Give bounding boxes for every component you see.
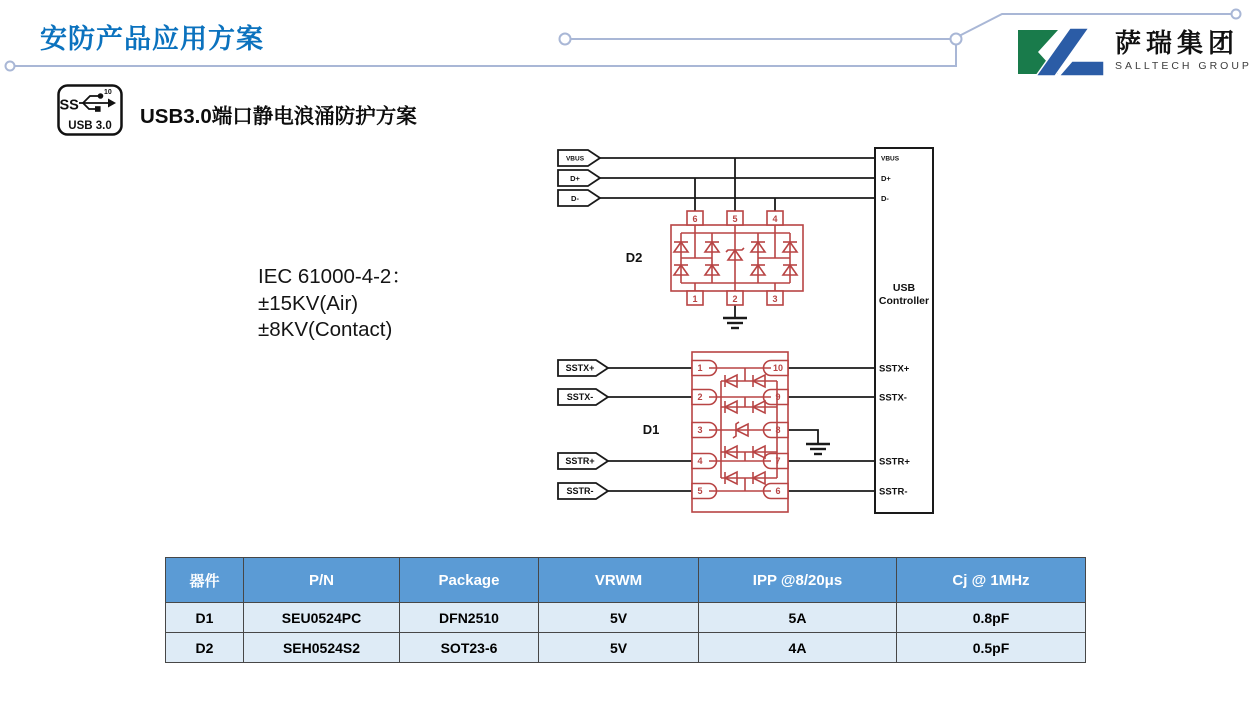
logo-text bbox=[1115, 28, 1252, 72]
iec-line3: ±8KV(Contact) bbox=[258, 318, 393, 341]
controller-name-line2: Controller bbox=[878, 295, 930, 307]
dplus-arrow-label: D+ bbox=[570, 174, 580, 183]
d1-package bbox=[692, 352, 788, 512]
sstx-minus-arrow-label: SSTX- bbox=[566, 392, 594, 402]
controller-sstx-minus-label: SSTX- bbox=[879, 392, 907, 404]
col-header-pn: P/N bbox=[244, 558, 400, 603]
d2-pin-label: 6 bbox=[692, 214, 698, 224]
cell-vrwm: 5V bbox=[539, 603, 699, 633]
iec-rating-text bbox=[258, 264, 412, 344]
usb-trident-square bbox=[95, 106, 101, 112]
usb-icon-label: USB 3.0 bbox=[68, 120, 112, 132]
usb3-badge-icon bbox=[57, 84, 123, 136]
iec-line2: ±15KV(Air) bbox=[258, 291, 359, 315]
sstx-plus-arrow-label: SSTX+ bbox=[565, 363, 595, 373]
d2-package bbox=[671, 211, 803, 305]
d2-designator: D2 bbox=[625, 250, 643, 265]
d1-pin-label: 2 bbox=[697, 392, 703, 402]
ground-symbol-d1 bbox=[806, 444, 830, 454]
d1-pin-label: 6 bbox=[775, 486, 781, 496]
cell-package: DFN2510 bbox=[400, 603, 539, 633]
d1-pin-label: 10 bbox=[772, 363, 784, 373]
col-header-vrwm: VRWM bbox=[539, 558, 699, 603]
page-title: 安防产品应用方案 bbox=[40, 24, 264, 54]
ground-symbol-d2 bbox=[723, 318, 747, 328]
cell-pn: SEH0524S2 bbox=[244, 633, 400, 663]
cell-vrwm: 5V bbox=[539, 633, 699, 663]
controller-sstx-plus-label: SSTX+ bbox=[879, 363, 910, 375]
signal-wires bbox=[600, 158, 875, 491]
col-header-package: Package bbox=[400, 558, 539, 603]
cell-pn: SEU0524PC bbox=[244, 603, 400, 633]
col-header-device: 器件 bbox=[166, 558, 244, 603]
d1-pin-label: 5 bbox=[697, 486, 703, 496]
d1-designator: D1 bbox=[642, 422, 660, 437]
top-signal-arrows bbox=[558, 150, 600, 206]
cell-ipp: 4A bbox=[699, 633, 897, 663]
cell-package: SOT23-6 bbox=[400, 633, 539, 663]
d1-pin-label: 7 bbox=[775, 456, 781, 466]
company-logo bbox=[1018, 28, 1252, 76]
d1-internal-wires bbox=[709, 368, 777, 491]
usb-icon-ten-label: 10 bbox=[104, 89, 112, 96]
logo-name-en: SALLTECH GROUP bbox=[1115, 60, 1252, 72]
vbus-arrow-label: VBUS bbox=[565, 155, 585, 163]
controller-name-line1: USB bbox=[892, 282, 916, 294]
logo-mark-icon bbox=[1018, 28, 1106, 76]
controller-vbus-label: VBUS bbox=[881, 155, 900, 163]
d1-pin-label: 1 bbox=[697, 363, 703, 373]
circuit-diagram bbox=[548, 140, 940, 540]
bottom-signal-arrows bbox=[558, 360, 608, 499]
controller-dplus-label: D+ bbox=[881, 174, 891, 183]
iec-line1: IEC 61000-4-2： bbox=[258, 265, 412, 288]
logo-name-cn: 萨瑞集团 bbox=[1115, 28, 1240, 58]
controller-dminus-label: D- bbox=[881, 194, 889, 203]
d1-pin-label: 4 bbox=[697, 456, 703, 466]
d2-internal-wires bbox=[674, 225, 797, 291]
cell-cj: 0.8pF bbox=[897, 603, 1086, 633]
usb-trident-circle bbox=[98, 93, 104, 99]
d2-pin-label: 4 bbox=[772, 214, 778, 224]
col-header-ipp: IPP @8/20μs bbox=[699, 558, 897, 603]
usb-controller-box bbox=[875, 148, 933, 513]
col-header-cj: Cj @ 1MHz bbox=[897, 558, 1086, 603]
controller-sstr-minus-label: SSTR- bbox=[879, 486, 908, 498]
d1-pin-label: 8 bbox=[775, 425, 781, 435]
sstr-minus-arrow-label: SSTR- bbox=[566, 486, 594, 496]
cell-device: D1 bbox=[166, 603, 244, 633]
d1-pin-label: 9 bbox=[775, 392, 781, 402]
table-row bbox=[166, 633, 1086, 663]
section-subtitle: USB3.0端口静电浪涌防护方案 bbox=[140, 105, 417, 128]
dminus-arrow-label: D- bbox=[571, 194, 579, 203]
cell-ipp: 5A bbox=[699, 603, 897, 633]
d1-pin-label: 3 bbox=[697, 425, 703, 435]
table-header-row bbox=[166, 558, 1086, 603]
d2-pin-label: 2 bbox=[732, 294, 738, 304]
usb-icon-ss-label: SS bbox=[59, 97, 79, 114]
table-row bbox=[166, 603, 1086, 633]
spec-table bbox=[165, 557, 1086, 663]
d2-pin-label: 5 bbox=[732, 214, 738, 224]
cell-cj: 0.5pF bbox=[897, 633, 1086, 663]
cell-device: D2 bbox=[166, 633, 244, 663]
sstr-plus-arrow-label: SSTR+ bbox=[565, 456, 595, 466]
controller-sstr-plus-label: SSTR+ bbox=[879, 456, 910, 468]
d2-pin-label: 3 bbox=[772, 294, 778, 304]
d2-pin-label: 1 bbox=[692, 294, 698, 304]
